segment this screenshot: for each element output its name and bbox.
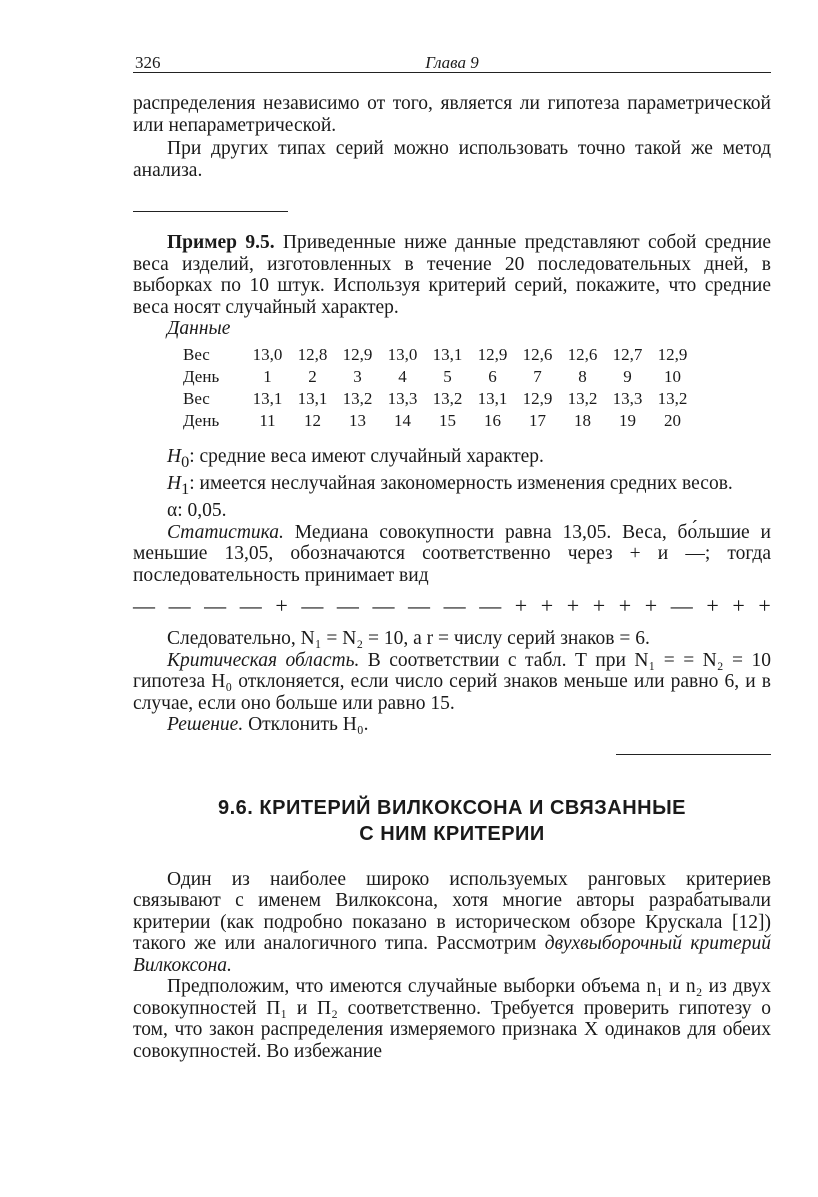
data-table [183, 344, 695, 432]
data-table-cell: 3 [353, 366, 362, 386]
data-table-cell: 13,2 [657, 388, 688, 408]
data-table-cell: 12,9 [657, 344, 688, 364]
data-table-cell: 12 [304, 410, 321, 430]
data-table-cell: 18 [574, 410, 591, 430]
data-table-cell: 12,8 [297, 344, 328, 364]
data-table-cell: 19 [619, 410, 636, 430]
data-table-row-label: Вес [183, 344, 210, 364]
data-table-cell: 1 [263, 366, 272, 386]
sign-symbol: + [566, 593, 580, 619]
alpha-level: α: 0,05. [167, 500, 227, 522]
data-table-cell: 13 [349, 410, 366, 430]
sign-symbol: — [372, 593, 395, 619]
critical-region-paragraph: Критическая область. В соответствии с табл. Т при N₁ = = N₂ = 10 гипотеза H₀ отклоняется, если число серий знаков меньше или равно 6, и в случае, если оно больше или равно 15. [133, 649, 771, 714]
sign-symbol: + [275, 593, 288, 619]
data-table-cell: 12,6 [522, 344, 553, 364]
data-table-cell: 13,3 [612, 388, 643, 408]
page-number: 326 [135, 53, 161, 72]
hypothesis-h0: $H_0$: средние веса имеют случайный характер. [167, 445, 544, 471]
data-table-cell: 13,0 [252, 344, 283, 364]
sign-symbol: + [732, 593, 745, 619]
intro-paragraph-1: распределения независимо от того, является ли гипотеза параметрической или непараметрической. [133, 93, 771, 136]
data-table-cell: 12,9 [477, 344, 508, 364]
sign-symbol: + [758, 593, 771, 619]
data-heading: Данные [167, 318, 231, 339]
sign-symbol: — [204, 593, 227, 619]
data-table-cell: 7 [533, 366, 542, 386]
section-title-line-1: 9.6. КРИТЕРИЙ ВИЛКОКСОНА И СВЯЗАННЫЕ [217, 796, 687, 819]
sign-symbol: + [592, 593, 606, 619]
page-header [133, 50, 771, 73]
data-table-cell: 13,0 [387, 344, 418, 364]
conclusion-paragraph: Следовательно, N₁ = N₂ = 10, а r = числу серий знаков = 6. [167, 628, 650, 650]
data-table-cell: 15 [439, 410, 456, 430]
data-table-cell: 9 [623, 366, 632, 386]
example-start-rule [133, 211, 288, 212]
hypothesis-h1: $H_1$: имеется неслучайная закономерность изменения средних весов. [167, 472, 733, 498]
sign-symbol: — [479, 593, 502, 619]
sign-symbol: + [644, 593, 658, 619]
data-table-cell: 13,2 [567, 388, 598, 408]
data-table-cell: 13,2 [432, 388, 463, 408]
data-table-cell: 13,2 [342, 388, 373, 408]
sign-symbol: + [706, 593, 719, 619]
sign-sequence [133, 594, 771, 618]
example-label: Пример 9.5. [167, 232, 275, 253]
data-table-cell: 11 [259, 410, 276, 430]
data-table-cell: 8 [578, 366, 587, 386]
data-table-cell: 13,3 [387, 388, 418, 408]
running-title: Глава 9 [425, 53, 479, 72]
sign-symbol: — [443, 593, 466, 619]
page [133, 50, 771, 1062]
solution-paragraph: Решение. Отклонить H₀. [167, 714, 369, 736]
data-table-cell: 12,9 [522, 388, 553, 408]
data-table-cell: 14 [394, 410, 411, 430]
data-table-cell: 2 [308, 366, 317, 386]
data-table-cell: 13,1 [252, 388, 283, 408]
example-statement [133, 232, 771, 318]
sign-symbol: — [239, 593, 262, 619]
data-table-row [183, 344, 695, 366]
sign-symbol: + [540, 593, 554, 619]
sign-symbol: + [514, 593, 528, 619]
data-table-cell: 4 [398, 366, 407, 386]
data-table-cell: 6 [488, 366, 497, 386]
data-table-cell: 13,1 [297, 388, 328, 408]
data-table-cell: 20 [664, 410, 681, 430]
sign-symbol: — [301, 593, 324, 619]
sign-symbol: — [336, 593, 359, 619]
data-table-cell: 12,9 [342, 344, 373, 364]
data-table-row-label: День [183, 366, 220, 386]
data-table-row-label: Вес [183, 388, 210, 408]
sign-symbol: + [618, 593, 632, 619]
data-table-cell: 13,1 [432, 344, 463, 364]
data-table-row-label: День [183, 410, 220, 430]
data-table-row [183, 388, 695, 410]
data-table-cell: 5 [443, 366, 452, 386]
sign-symbol: — [670, 593, 693, 619]
statistic-paragraph: Статистика. Медиана совокупности равна 13,05. Веса, бо́льшие и меньшие 13,05, обозначаются соответственно через + и —; тогда последовательность принимает вид [133, 521, 771, 586]
section-title-line-2: С НИМ КРИТЕРИИ [359, 822, 545, 845]
data-table-cell: 17 [529, 410, 546, 430]
data-table-cell: 12,6 [567, 344, 598, 364]
sign-symbol: — [168, 593, 191, 619]
data-table-row [183, 366, 695, 388]
data-table-cell: 10 [664, 366, 681, 386]
intro-paragraph-2: При других типах серий можно использовать точно такой же метод анализа. [133, 138, 771, 181]
data-table-row [183, 410, 695, 432]
example-end-rule [616, 754, 771, 755]
sign-symbol: — [133, 593, 155, 619]
data-table-cell: 16 [484, 410, 501, 430]
section-paragraph-1: Один из наиболее широко используемых ранговых критериев связывают с именем Вилкоксона, хотя многие авторы разрабатывали критерии (как подробно показано в историческом обзоре Крускала [12]) такого же или аналогичного типа. Рассмотрим двухвыборочный критерий Вилкоксона. [133, 868, 772, 976]
data-table-cell: 13,1 [477, 388, 508, 408]
sign-symbol: — [408, 593, 431, 619]
section-heading [133, 795, 771, 847]
data-table-cell: 12,7 [612, 344, 643, 364]
example-text: Приведенные ниже данные представляют собой средние веса изделий, изготовленных в течение 20 последовательных дней, в выборках по 10 штук. Используя критерий серий, покажите, что средние веса носят случайный характер. [133, 232, 772, 318]
section-paragraph-2: Предположим, что имеются случайные выборки объема n₁ и n₂ из двух совокупностей Π₁ и Π₂ соответственно. Требуется проверить гипотезу о том, что закон распределения измеряемого признака X одинаков для обеих совокупностей. Во избежание [133, 976, 771, 1062]
